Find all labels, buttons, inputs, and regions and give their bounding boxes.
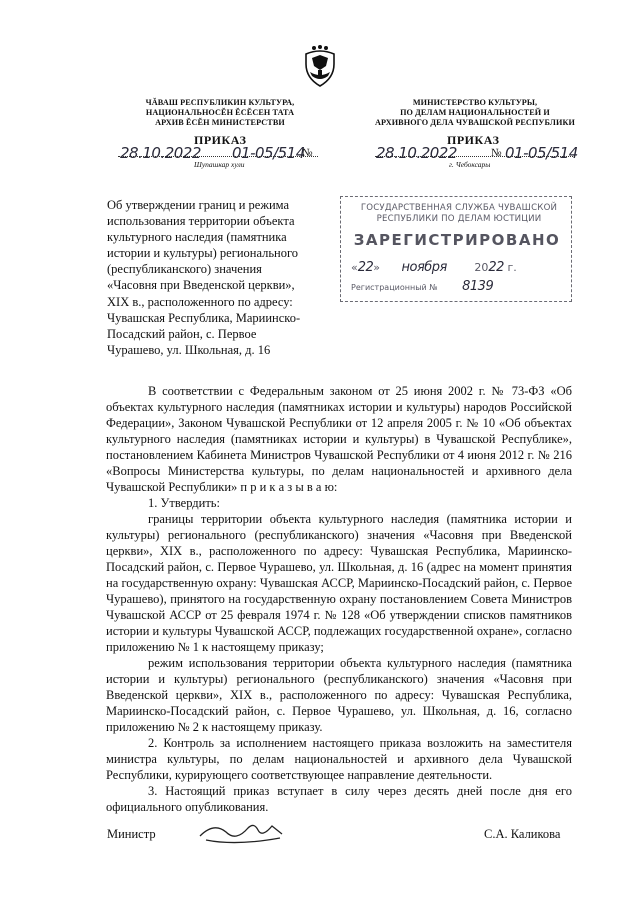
order-title	[107, 197, 329, 358]
stamp-authority	[349, 203, 569, 225]
stamp-registered: ЗАРЕГИСТРИРОВАНО	[353, 231, 561, 249]
clause-1-boundaries: границы территории объекта культурного наследия (памятника истории и культуры) регионального (республиканского) значения «Часовня при Введенской церкви», XIX в., расположенного по адресу: Чувашская Республика, Мариинско-Посадский район, с. Первое Чурашево, ул. Школьная, д. 16 (адрес на момент принятия на государственную охрану: Чувашская АССР, Мариинско-Посадский район, с. Первое Чурашево), принятого на государственную охрану постановлением Совета Министров Чувашской АССР от 25 февраля 1974 г. № 128 «Об утверждении списков памятников истории и культуры Чувашской АССР, подлежащих государственной охране», согласно приложению № 1 к настоящему приказу;	[106, 512, 572, 654]
ministry-name-russian	[370, 98, 580, 128]
title-line: Чувашская Республика, Мариинско-	[107, 310, 301, 325]
title-line: Об утверждении границ и режима	[107, 198, 290, 212]
stamp-year-prefix: 20	[474, 261, 489, 274]
city-left: Шупашкар хули	[194, 160, 245, 169]
city-right: г. Чебоксары	[449, 160, 491, 169]
clause-1-regime: режим использования территории объекта культурного наследия (памятника истории и культуры) регионального (республиканского) значения «Часовня при Введенской церкви», XIX в., расположенного по адресу: Чувашская Республика, Мариинско-Посадский район, с. Первое Чурашево, ул. Школьная, д. 16, согласно приложению № 2 к настоящему приказу.	[106, 656, 572, 734]
order-body	[106, 383, 572, 815]
header-line: АРХИВ ĔСĔН МИНИСТЕРСТВИ	[155, 118, 285, 127]
order-number-right: 01-05/514	[505, 144, 578, 162]
stamp-year-mark: г.	[507, 261, 517, 274]
title-line: (республиканского) значения	[107, 262, 262, 277]
title-line: «Часовня при Введенской церкви»,	[107, 278, 295, 293]
preamble-paragraph: В соответствии с Федеральным законом от 25 июня 2002 г. № 73-ФЗ «Об объектах культурного наследия (памятниках истории и культуры) народов Российской Федерации», Законом Чувашской Республики от 12 апреля 2005 г. № 10 «Об объектах культурного наследия (памятниках истории и культуры) в Чувашской Республике», постановлением Кабинета Министров Чувашской Республики от 4 июня 2012 г. № 216 «Вопросы Министерства культуры, по делам национальностей и архивного дела Чувашской Республики» п р и к а з ы в а ю:	[106, 384, 572, 494]
header-line: ПО ДЕЛАМ НАЦИОНАЛЬНОСТЕЙ И	[400, 108, 550, 117]
signatory-name: С.А. Каликова	[484, 827, 561, 841]
handwritten-signature	[196, 816, 286, 855]
title-line: XIX в., расположенного по адресу:	[107, 294, 293, 309]
order-number-left: 01-05/514	[232, 144, 305, 162]
stamp-year: 22	[488, 260, 504, 275]
header-line: НАЦИОНАЛЬНОСĔН ĔСĔСЕН ТАТА	[145, 108, 295, 117]
header-line: МИНИСТЕРСТВО КУЛЬТУРЫ,	[412, 98, 538, 107]
stamp-line: РЕСПУБЛИКИ ПО ДЕЛАМ ЮСТИЦИИ	[376, 214, 542, 224]
stamp-line: ГОСУДАРСТВЕННАЯ СЛУЖБА ЧУВАШСКОЙ	[360, 203, 558, 213]
coat-of-arms-emblem	[300, 44, 340, 88]
order-label-left: ПРИКАЗ	[194, 133, 247, 147]
clause-2: 2. Контроль за исполнением настоящего приказа возложить на заместителя министра культуры, по делам национальностей и архивного дела Чувашской Республики, курирующего соответствующее направление деятельности.	[106, 736, 572, 782]
registration-stamp	[340, 196, 572, 302]
signatory-position: Министр	[107, 827, 156, 841]
stamp-reg-number-row	[351, 279, 563, 294]
title-line: Чурашево, ул. Школьная, д. 16	[107, 342, 271, 357]
underline	[118, 156, 318, 157]
title-line: Посадский район, с. Первое	[107, 326, 257, 341]
order-date-left: 28.10.2022	[120, 144, 201, 162]
stamp-date: «22» ноября 2022 г.	[351, 260, 517, 275]
header-line: АРХИВНОГО ДЕЛА ЧУВАШСКОЙ РЕСПУБЛИКИ	[375, 118, 575, 127]
title-line: истории и культуры) регионального	[107, 246, 299, 261]
clause-3: 3. Настоящий приказ вступает в силу через десять дней после дня его официального опубликования.	[106, 784, 572, 814]
order-label-right: ПРИКАЗ	[447, 133, 500, 147]
number-sign-left: №	[302, 147, 313, 159]
stamp-reg-label: Регистрационный №	[351, 283, 438, 292]
title-line: культурного наследия (памятника	[107, 230, 287, 245]
underline	[375, 156, 575, 157]
number-sign-right: №	[491, 147, 502, 159]
order-date-right: 28.10.2022	[376, 144, 457, 162]
clause-1: 1. Утвердить:	[148, 496, 220, 510]
header-line: ЧĂВАШ РЕСПУБЛИКИН КУЛЬТУРА,	[145, 98, 295, 107]
ministry-name-chuvash	[120, 98, 320, 128]
stamp-day: 22	[357, 260, 374, 275]
stamp-reg-number: 8139	[462, 279, 494, 294]
title-line: использования территории объекта	[107, 214, 295, 229]
stamp-month: ноября	[401, 260, 447, 275]
